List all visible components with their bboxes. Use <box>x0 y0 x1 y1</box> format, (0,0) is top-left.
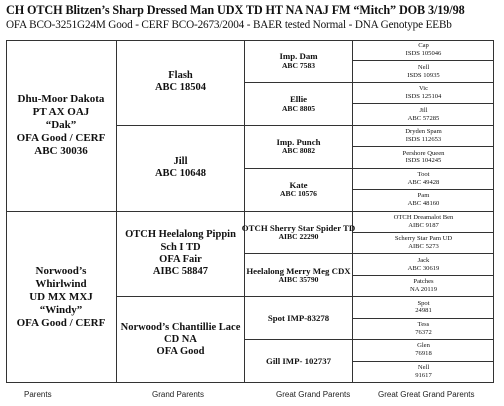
dog-info-line: ABC 10648 <box>154 168 207 180</box>
grandparent-cell <box>117 40 245 126</box>
dog-info-line: Spot IMP-83278 <box>267 313 330 323</box>
dog-info-line: Kate <box>289 179 308 190</box>
great-grandparent-cell <box>245 340 353 383</box>
dog-info-line: Nell <box>417 63 430 71</box>
great-grandparent-cell <box>241 212 356 255</box>
grandparent-cell <box>117 212 245 298</box>
dog-info-line: Norwood’s <box>35 264 87 277</box>
column-label-great-grandparents: Great Grand Parents <box>276 390 351 399</box>
dog-info-line: ABC 8082 <box>281 146 316 156</box>
dog-info-line: ABC 7583 <box>281 60 316 70</box>
great-great-grandparent-cell <box>353 83 494 104</box>
dog-info-line: Vic <box>418 85 429 93</box>
health-summary: OFA BCO-3251G24M Good - CERF BCO-2673/2004 - BAER tested Normal - DNA Genotype EEBb <box>6 19 452 31</box>
dog-info-line: Tess <box>417 321 430 328</box>
dog-info-line: ISDS 112653 <box>405 135 442 143</box>
dog-info-line: OTCH Sherry Star Spider TD <box>241 222 356 233</box>
dog-info-line: 76372 <box>415 328 432 336</box>
dog-info-line: OTCH Dreamalot Ben <box>393 213 454 221</box>
dog-info-line: Jill <box>419 106 428 114</box>
dog-info-line: Dryden Spam <box>405 128 442 136</box>
great-great-grandparent-cell <box>353 254 494 275</box>
great-great-grandparent-cell <box>353 169 494 190</box>
dog-info-line: Patches <box>413 278 434 286</box>
dog-info-line: Pam <box>417 192 430 200</box>
great-great-grandparent-cell <box>353 362 494 383</box>
dog-info-line: OTCH Heelalong Pippin <box>125 229 236 241</box>
dog-info-line: OFA Good / CERF <box>16 131 106 144</box>
parent-cell <box>6 212 117 384</box>
great-grandparent-cell <box>245 169 353 212</box>
dog-info-line: Jill <box>173 155 188 167</box>
dog-info-line: ABC 48160 <box>407 200 440 208</box>
dog-info-line: UD MX MXJ <box>29 290 93 303</box>
column-label-great-great-grandparents: Great Great Grand Parents <box>378 390 475 399</box>
dog-info-line: Dhu-Moor Dakota <box>17 92 105 105</box>
dog-info-line: ABC 8805 <box>281 103 316 113</box>
dog-info-line: OFA Good <box>156 346 205 358</box>
dog-info-line: Sch I TD <box>160 241 201 253</box>
great-great-grandparent-cell <box>353 61 494 82</box>
great-great-grandparent-cell <box>353 276 494 297</box>
great-grandparent-cell <box>245 126 353 169</box>
pedigree-title: CH OTCH Blitzen’s Sharp Dressed Man UDX TD HT NA NAJ FM “Mitch” DOB 3/19/98 <box>6 3 465 17</box>
great-grandparent-cell <box>245 254 353 297</box>
dog-info-line: ISDS 10935 <box>407 71 440 79</box>
great-grandparent-cell <box>245 40 353 83</box>
great-great-grandparent-cell <box>353 40 494 61</box>
great-great-grandparent-cell <box>353 212 494 233</box>
dog-info-line: AIBC 22290 <box>278 232 319 242</box>
dog-info-line: Gill IMP- 102737 <box>266 356 331 367</box>
dog-info-line: AIBC 9187 <box>408 221 439 229</box>
great-great-grandparent-cell <box>353 147 494 168</box>
dog-info-line: Imp. Dam <box>279 51 318 62</box>
dog-info-line: Nell <box>417 364 430 372</box>
parent-cell <box>6 40 117 212</box>
dog-info-line: NA 20119 <box>409 286 438 294</box>
dog-info-line: Flash <box>168 70 193 81</box>
dog-info-line: OFA Good / CERF <box>16 316 106 329</box>
dog-info-line: ABC 49428 <box>407 178 440 186</box>
dog-info-line: AIBC 58847 <box>152 266 209 278</box>
dog-info-line: Heelalong Merry Meg CDX <box>246 265 351 276</box>
dog-info-line: Whirlwind <box>35 277 87 290</box>
dog-info-line: Spot <box>417 299 430 307</box>
dog-info-line: AIBC 5273 <box>408 243 439 251</box>
dog-info-line: Imp. Punch <box>276 137 321 148</box>
dog-info-line: 76918 <box>415 350 432 358</box>
dog-info-line: Jack <box>417 256 430 264</box>
dog-info-line: OFA Fair <box>159 253 202 265</box>
dog-info-line: ABC 18504 <box>154 82 207 94</box>
dog-info-line: ISDS 125104 <box>405 93 442 101</box>
column-label-parents: Parents <box>24 390 52 399</box>
dog-info-line: Toot <box>417 170 430 178</box>
great-great-grandparent-cell <box>353 126 494 147</box>
dog-info-line: Pershore Queen <box>402 149 445 157</box>
dog-info-line: ABC 10576 <box>280 189 317 199</box>
great-great-grandparent-cell <box>353 104 494 125</box>
grandparent-cell <box>117 126 245 212</box>
dog-info-line: Norwood’s Chantillie Lace <box>120 321 241 333</box>
dog-info-line: ISDS 105046 <box>405 50 442 58</box>
great-great-grandparent-cell <box>353 233 494 254</box>
grandparent-cell <box>117 297 245 383</box>
great-great-grandparent-cell <box>353 319 494 340</box>
dog-info-line: “Windy” <box>39 303 83 316</box>
dog-info-line: “Dak” <box>45 118 77 131</box>
column-label-grandparents: Grand Parents <box>152 390 205 399</box>
great-great-grandparent-cell <box>353 297 494 318</box>
dog-info-line: 91617 <box>415 372 432 380</box>
dog-info-line: PT AX OAJ <box>32 105 90 118</box>
dog-info-line: ABC 30036 <box>34 144 88 157</box>
dog-info-line: ISDS 104245 <box>405 157 442 165</box>
great-grandparent-cell <box>245 83 353 126</box>
dog-info-line: AIBC 35790 <box>278 275 319 285</box>
dog-info-line: ABC 30619 <box>407 264 440 272</box>
dog-info-line: 24981 <box>415 307 432 315</box>
dog-info-line: ABC 57285 <box>407 114 440 122</box>
dog-info-line: Glen <box>417 342 430 350</box>
dog-info-line: Ellie <box>289 94 308 105</box>
great-great-grandparent-cell <box>353 340 494 361</box>
great-grandparent-cell <box>245 297 353 340</box>
dog-info-line: Cap <box>418 42 429 50</box>
dog-info-line: CD NA <box>164 333 197 345</box>
dog-info-line: Scherry Star Pam UD <box>394 235 453 243</box>
great-great-grandparent-cell <box>353 190 494 211</box>
